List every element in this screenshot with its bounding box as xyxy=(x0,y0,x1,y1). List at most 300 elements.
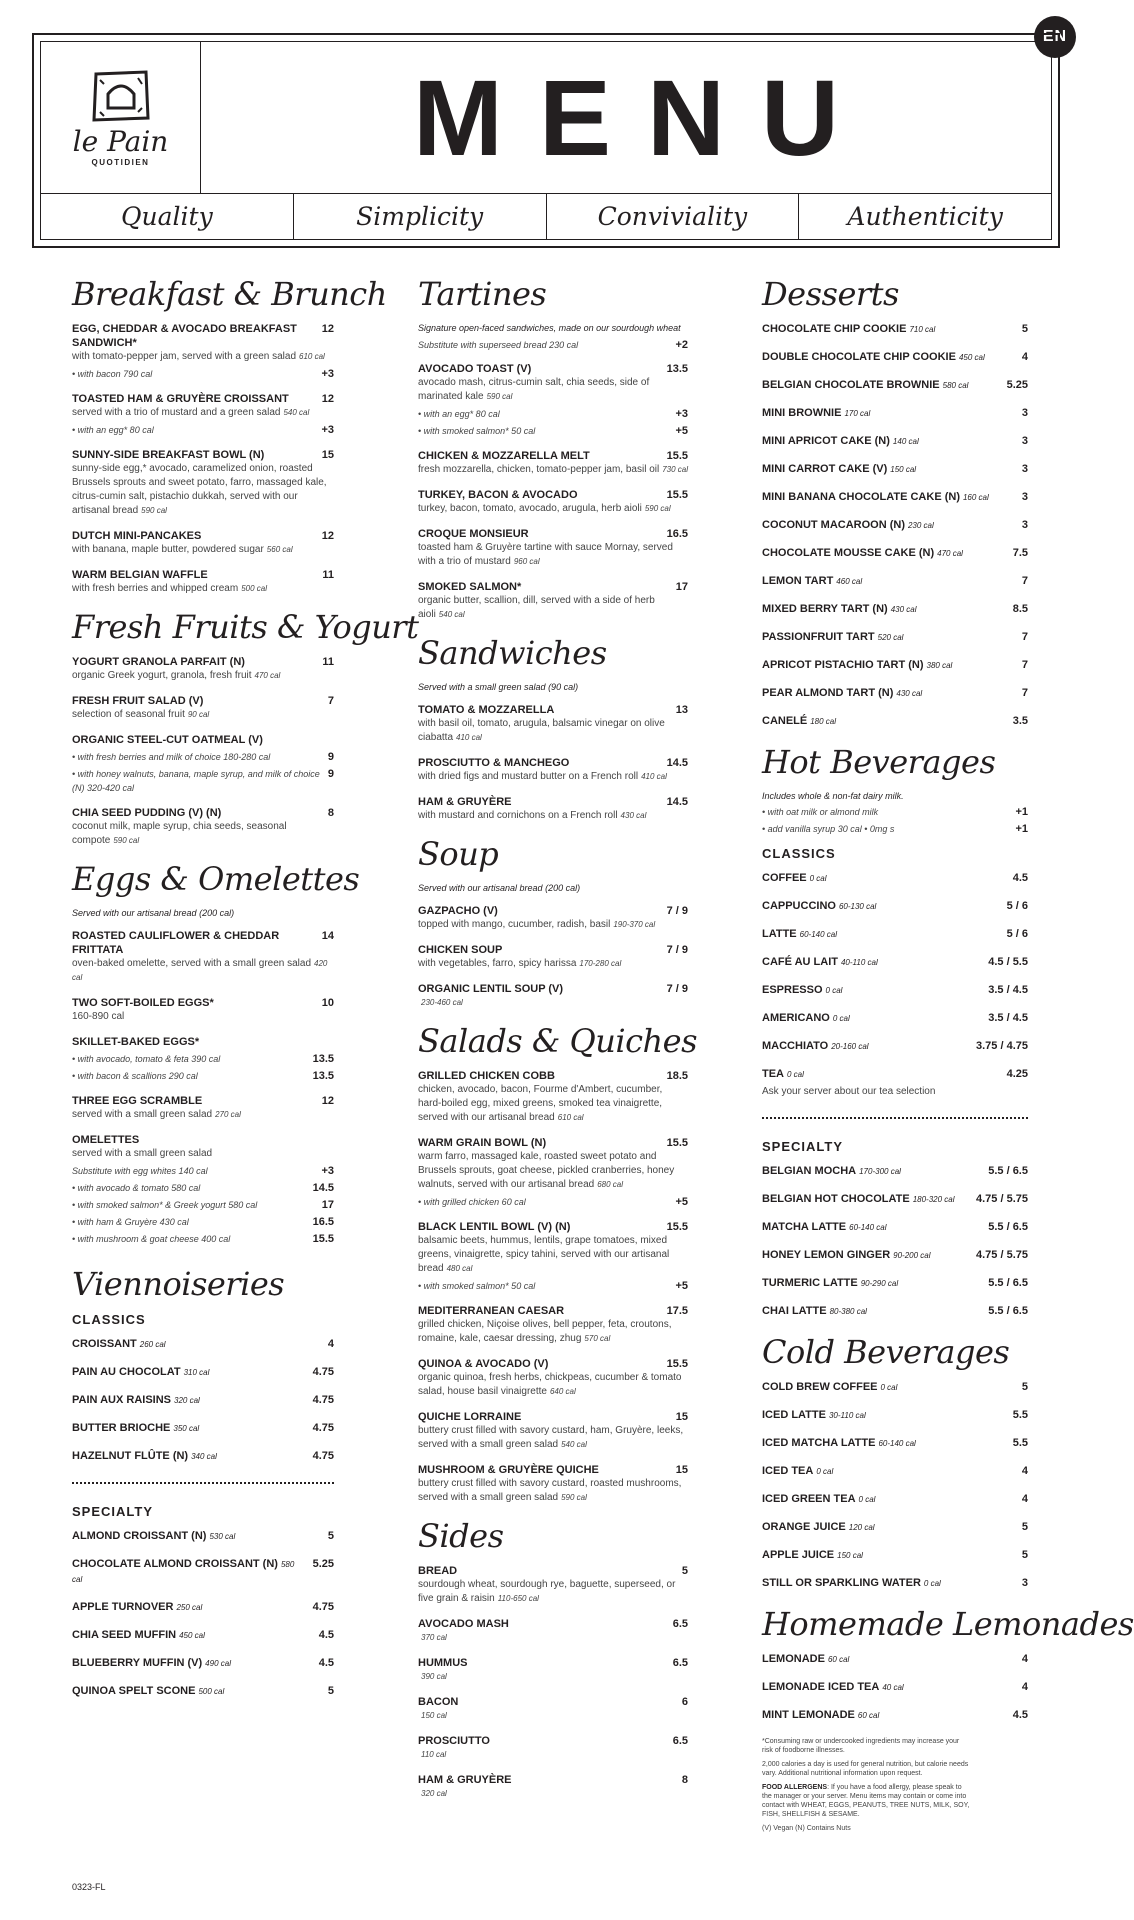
item-name-wrap xyxy=(762,490,989,505)
item-name: SKILLET-BAKED EGGS* xyxy=(72,1036,200,1048)
menu-item xyxy=(72,1094,334,1122)
item-price: 15.5 xyxy=(666,489,688,501)
item-price: 6.5 xyxy=(672,1735,688,1747)
menu-item xyxy=(72,1656,334,1671)
item-calories: 40 cal xyxy=(882,1683,904,1692)
item-calories: 60 cal xyxy=(827,1655,850,1664)
item-calories: 370 cal xyxy=(421,1633,447,1642)
item-price: 15 xyxy=(675,1464,688,1476)
item-description-wrap xyxy=(418,1631,688,1645)
option-label: • add vanilla syrup 30 cal • 0mg s xyxy=(762,824,895,834)
item-name-wrap xyxy=(72,996,214,1010)
item-price: 12 xyxy=(321,393,334,405)
item-name-wrap xyxy=(762,1304,867,1319)
item-row xyxy=(72,1393,334,1408)
item-row xyxy=(72,694,334,708)
option-row xyxy=(72,367,334,381)
item-name: PEAR ALMOND TART (N) xyxy=(762,687,894,699)
item-name: PASSIONFRUIT TART xyxy=(762,631,875,643)
item-name: MEDITERRANEAN CAESAR xyxy=(418,1305,565,1317)
item-description: grilled chicken, Niçoise olives, bell pepper, feta, croutons, romaine, kale, caesar dressing, zhug xyxy=(418,1319,672,1344)
item-calories: 250 cal xyxy=(176,1603,203,1612)
option-label: • with mushroom & goat cheese 400 cal xyxy=(72,1234,231,1244)
item-row xyxy=(418,1069,688,1083)
item-name: HAM & GRUYÈRE xyxy=(418,1774,512,1786)
item-calories: 610 cal xyxy=(557,1113,584,1122)
item-calories: 500 cal xyxy=(198,1687,225,1696)
item-name: APPLE JUICE xyxy=(762,1549,835,1561)
item-row xyxy=(72,733,334,747)
item-price: 12 xyxy=(321,323,334,335)
item-calories: 110-650 cal xyxy=(497,1594,539,1603)
item-price: 14 xyxy=(321,930,334,942)
item-price: 5 / 6 xyxy=(1006,928,1028,940)
section-title-cold-beverages: Cold Beverages xyxy=(762,1333,1010,1371)
item-price: 14.5 xyxy=(666,796,688,808)
item-name: MATCHA LATTE xyxy=(762,1221,847,1233)
item-calories: 0 cal xyxy=(787,1070,804,1079)
menu-item xyxy=(762,1304,1028,1319)
option-price: 16.5 xyxy=(312,1216,334,1228)
menu-item xyxy=(762,406,1028,421)
item-calories: 0 cal xyxy=(816,1467,834,1476)
item-calories: 450 cal xyxy=(179,1631,205,1640)
item-name: CHICKEN SOUP xyxy=(418,944,503,956)
tea-note: Ask your server about our tea selection xyxy=(762,1086,936,1097)
item-row xyxy=(762,1436,1028,1451)
logo-subtitle: QUOTIDIEN xyxy=(91,158,150,167)
item-name-wrap xyxy=(762,686,922,701)
item-description: fresh mozzarella, chicken, tomato-pepper jam, basil oil xyxy=(418,464,660,475)
item-price: 5 xyxy=(327,1530,334,1542)
salads-list xyxy=(418,1069,688,1505)
item-calories: 260 cal xyxy=(139,1340,166,1349)
item-row xyxy=(762,1276,1028,1291)
item-description-wrap xyxy=(418,996,688,1010)
item-description-wrap xyxy=(418,809,688,823)
item-name: THREE EGG SCRAMBLE xyxy=(72,1095,203,1107)
item-name: CROISSANT xyxy=(72,1338,137,1350)
item-calories: 60-130 cal xyxy=(838,902,877,911)
menu-item xyxy=(72,1449,334,1464)
menu-item xyxy=(72,929,334,985)
option-price: +5 xyxy=(675,1196,688,1208)
item-name: MINI CARROT CAKE (V) xyxy=(762,463,888,475)
item-price: 3 xyxy=(1021,463,1028,475)
language-badge[interactable]: EN xyxy=(1034,16,1076,58)
option-row xyxy=(72,423,334,437)
item-price: 5.25 xyxy=(1006,379,1028,391)
item-calories: 390 cal xyxy=(421,1672,447,1681)
item-name: BELGIAN CHOCOLATE BROWNIE xyxy=(762,379,940,391)
option-label: • with oat milk or almond milk xyxy=(762,807,879,817)
item-row xyxy=(418,756,688,770)
item-description: selection of seasonal fruit xyxy=(72,709,185,720)
item-price: 7 / 9 xyxy=(666,944,688,956)
menu-item xyxy=(72,322,334,381)
item-name-wrap xyxy=(762,1039,869,1054)
item-description: coconut milk, maple syrup, chia seeds, seasonal compote xyxy=(72,821,287,846)
item-row xyxy=(418,1734,688,1748)
item-name: COLD BREW COFFEE xyxy=(762,1381,878,1393)
item-row xyxy=(418,362,688,376)
item-row xyxy=(418,1136,688,1150)
section-title-salads: Salads & Quiches xyxy=(418,1022,698,1060)
item-name: CAPPUCCINO xyxy=(762,900,836,912)
option-label: Substitute with egg whites 140 cal xyxy=(72,1166,208,1176)
item-name: OMELETTES xyxy=(72,1134,140,1146)
option-price: 15.5 xyxy=(312,1233,334,1245)
item-name-wrap xyxy=(762,927,837,942)
item-name: PROSCIUTTO xyxy=(418,1735,490,1747)
item-description-wrap xyxy=(418,376,688,404)
menu-item xyxy=(418,449,688,477)
item-row xyxy=(418,904,688,918)
item-row xyxy=(762,1039,1028,1054)
menu-item xyxy=(762,1067,1028,1082)
item-name: PAIN AUX RAISINS xyxy=(72,1394,172,1406)
menu-item xyxy=(72,655,334,683)
menu-item xyxy=(762,927,1028,942)
option-label: • with honey walnuts, banana, maple syrup, and milk of choice (N) 320-420 cal xyxy=(72,769,320,793)
item-description-wrap xyxy=(418,1318,688,1346)
item-calories: 410 cal xyxy=(641,772,667,781)
menu-item xyxy=(762,1520,1028,1535)
section-title-viennoiseries: Viennoiseries xyxy=(72,1265,285,1303)
menu-item xyxy=(418,982,688,1010)
option-label: • with smoked salmon* & Greek yogurt 580 cal xyxy=(72,1200,258,1210)
section-title-tartines: Tartines xyxy=(418,275,547,313)
option-price: +1 xyxy=(1015,823,1028,835)
item-price: 5 xyxy=(1021,1549,1028,1561)
menu-item xyxy=(418,1463,688,1505)
menu-item xyxy=(762,1464,1028,1479)
item-calories: 460 cal xyxy=(836,577,863,586)
item-name: CHIA SEED MUFFIN xyxy=(72,1629,177,1641)
menu-item xyxy=(418,1564,688,1606)
option-row xyxy=(72,767,334,795)
column-middle xyxy=(418,270,698,1812)
eggs-list xyxy=(72,929,334,1246)
item-name-wrap xyxy=(72,1684,224,1699)
item-calories: 350 cal xyxy=(173,1424,200,1433)
item-price: 15 xyxy=(675,1411,688,1423)
menu-item xyxy=(72,1393,334,1408)
option-label: • with bacon & scallions 290 cal xyxy=(72,1071,198,1081)
item-name: CAFÉ AU LAIT xyxy=(762,956,838,968)
item-row xyxy=(762,955,1028,970)
item-description-wrap xyxy=(418,1787,688,1801)
menu-item xyxy=(418,1136,688,1209)
item-name: TURMERIC LATTE xyxy=(762,1277,858,1289)
item-price: 11 xyxy=(322,569,334,581)
item-name-wrap xyxy=(72,1365,209,1380)
item-row xyxy=(418,1617,688,1631)
menu-item xyxy=(762,1576,1028,1591)
menu-item xyxy=(762,1652,1028,1667)
item-name-wrap xyxy=(418,1304,564,1318)
item-name-wrap xyxy=(762,1220,886,1235)
option-row xyxy=(72,1215,334,1229)
item-price: 4 xyxy=(1021,1493,1028,1505)
tartine-substitute xyxy=(418,338,688,352)
item-calories: 480 cal xyxy=(446,1264,473,1273)
option-row xyxy=(418,1195,688,1209)
allergens-text: : If you have a food allergy, please speak to the manager or your server. Menu items may contain or come into contact with WHEAT, EGGS, PEANUTS, TREE NUTS, MILK, SOY, FISH, SHELLFISH & SESAME. xyxy=(762,1784,970,1818)
item-description-wrap xyxy=(418,541,688,569)
subhead-specialty: SPECIALTY xyxy=(72,1504,153,1519)
item-name-wrap xyxy=(762,1652,849,1667)
item-price: 4.75 xyxy=(312,1601,334,1613)
menu-header-inner xyxy=(40,41,1052,240)
item-description-wrap xyxy=(418,1748,688,1762)
item-name-wrap xyxy=(418,1734,490,1748)
item-name: TURKEY, BACON & AVOCADO xyxy=(418,489,578,501)
item-row xyxy=(762,1164,1028,1179)
menu-item xyxy=(418,904,688,932)
menu-item xyxy=(72,1628,334,1643)
item-name-wrap xyxy=(762,546,963,561)
option-label: • with avocado & tomato 580 cal xyxy=(72,1183,201,1193)
item-calories: 340 cal xyxy=(191,1452,217,1461)
item-calories: 540 cal xyxy=(438,610,465,619)
menu-item xyxy=(762,714,1028,729)
section-title-sides: Sides xyxy=(418,1517,504,1555)
item-name: ORGANIC LENTIL SOUP (V) xyxy=(418,983,564,995)
item-name: PROSCIUTTO & MANCHEGO xyxy=(418,757,570,769)
item-name-wrap xyxy=(762,1492,875,1507)
menu-item xyxy=(418,1695,688,1723)
item-row xyxy=(762,899,1028,914)
value-quality: Quality xyxy=(41,194,294,239)
item-name-wrap xyxy=(418,362,531,376)
menu-item xyxy=(762,1436,1028,1451)
item-row xyxy=(72,448,334,462)
menu-item xyxy=(72,1600,334,1615)
item-row xyxy=(762,406,1028,421)
item-row xyxy=(418,943,688,957)
item-name: APRICOT PISTACHIO TART (N) xyxy=(762,659,924,671)
item-description-wrap xyxy=(418,918,688,932)
menu-item xyxy=(762,1220,1028,1235)
menu-item xyxy=(72,1337,334,1352)
menu-item xyxy=(762,1011,1028,1026)
section-title-sandwiches: Sandwiches xyxy=(418,634,607,672)
menu-item xyxy=(762,378,1028,393)
menu-item xyxy=(762,658,1028,673)
option-row xyxy=(418,424,688,438)
menu-item xyxy=(762,1408,1028,1423)
item-price: 7 xyxy=(1021,659,1028,671)
item-description: with tomato-pepper jam, served with a green salad xyxy=(72,351,297,362)
item-description: organic butter, scallion, dill, served with a side of herb aioli xyxy=(418,595,655,620)
item-row xyxy=(762,1067,1028,1082)
menu-item xyxy=(762,1192,1028,1207)
item-row xyxy=(418,1773,688,1787)
item-name: CHICKEN & MOZZARELLA MELT xyxy=(418,450,590,462)
hot-options xyxy=(762,805,1028,836)
value-conviviality: Conviviality xyxy=(547,194,800,239)
item-calories: 80-380 cal xyxy=(829,1307,867,1316)
item-price: 7 xyxy=(1021,575,1028,587)
sandwiches-list xyxy=(418,703,688,823)
item-name: EGG, CHEDDAR & AVOCADO BREAKFAST SANDWICH* xyxy=(72,323,297,349)
item-calories: 470 cal xyxy=(254,671,281,680)
item-description-wrap xyxy=(72,669,334,683)
item-calories: 0 cal xyxy=(858,1495,876,1504)
item-calories: 640 cal xyxy=(549,1387,576,1396)
menu-item xyxy=(762,1039,1028,1054)
item-row xyxy=(72,1337,334,1352)
item-name: BELGIAN MOCHA xyxy=(762,1165,857,1177)
item-name: WARM GRAIN BOWL (N) xyxy=(418,1137,547,1149)
item-row xyxy=(762,1652,1028,1667)
item-calories: 420 cal xyxy=(72,959,328,982)
item-row xyxy=(72,392,334,406)
item-price: 5.5 / 6.5 xyxy=(988,1277,1028,1289)
menu-item xyxy=(762,630,1028,645)
item-row xyxy=(762,871,1028,886)
item-price: 7 / 9 xyxy=(666,905,688,917)
menu-item xyxy=(762,686,1028,701)
menu-item xyxy=(762,955,1028,970)
item-name-wrap xyxy=(72,568,208,582)
item-name-wrap xyxy=(72,694,203,708)
item-row xyxy=(72,1094,334,1108)
item-calories: 170-280 cal xyxy=(579,959,622,968)
item-name-wrap xyxy=(762,871,827,886)
item-name-wrap xyxy=(72,1421,199,1436)
item-calories: 140 cal xyxy=(892,437,919,446)
item-row xyxy=(418,580,688,594)
allergens-label: FOOD ALLERGENS xyxy=(762,1784,828,1791)
item-row xyxy=(762,983,1028,998)
item-row xyxy=(72,1529,334,1544)
item-price: 13.5 xyxy=(666,363,688,375)
item-name-wrap xyxy=(418,1656,468,1670)
item-name: MUSHROOM & GRUYÈRE QUICHE xyxy=(418,1464,599,1476)
item-name-wrap xyxy=(418,795,512,809)
item-description-wrap xyxy=(418,1424,688,1452)
section-title-desserts: Desserts xyxy=(762,275,899,313)
item-description: sunny-side egg,* avocado, caramelized onion, roasted Brussels sprouts and sweet potato, farro, massaged kale, citrus-cumin salt, pistachio dukkah, served with our artisanal bread xyxy=(72,463,327,516)
item-price: 7.5 xyxy=(1012,547,1028,559)
item-name: TOASTED HAM & GRUYÈRE CROISSANT xyxy=(72,393,289,405)
item-row xyxy=(418,703,688,717)
item-name-wrap xyxy=(762,899,876,914)
item-description: organic quinoa, fresh herbs, chickpeas, cucumber & tomato salad, house basil vinaigrette xyxy=(418,1372,682,1397)
item-name-wrap xyxy=(762,1708,879,1723)
item-price: 4.5 xyxy=(1012,1709,1028,1721)
item-calories: 380 cal xyxy=(926,661,953,670)
item-price: 7 xyxy=(327,695,334,707)
item-description: with fresh berries and whipped cream xyxy=(72,583,239,594)
menu-item xyxy=(72,1035,334,1083)
option-row xyxy=(418,1279,688,1293)
item-row xyxy=(762,1248,1028,1263)
item-name-wrap xyxy=(418,943,502,957)
option-label: • with smoked salmon* 50 cal xyxy=(418,426,536,436)
section-title-fruits: Fresh Fruits & Yogurt xyxy=(72,608,419,646)
item-name: ORANGE JUICE xyxy=(762,1521,846,1533)
item-name-wrap xyxy=(72,1337,166,1352)
item-price: 3 xyxy=(1021,407,1028,419)
footnote-legend: (V) Vegan (N) Contains Nuts xyxy=(762,1825,851,1832)
item-calories: 120 cal xyxy=(848,1523,875,1532)
item-row xyxy=(762,1520,1028,1535)
item-price: 12 xyxy=(321,530,334,542)
item-description-wrap xyxy=(418,1083,688,1125)
item-price: 4 xyxy=(1021,1465,1028,1477)
sides-list xyxy=(418,1564,688,1801)
option-label: • with smoked salmon* 50 cal xyxy=(418,1281,536,1291)
item-calories: 410 cal xyxy=(456,733,482,742)
item-row xyxy=(72,1449,334,1464)
item-calories: 190-370 cal xyxy=(613,920,656,929)
item-price: 15 xyxy=(321,449,334,461)
column-right xyxy=(762,270,1134,1838)
item-name: BLACK LENTIL BOWL (V) (N) xyxy=(418,1221,571,1233)
item-name-wrap xyxy=(72,655,245,669)
item-description: organic Greek yogurt, granola, fresh fruit xyxy=(72,670,252,681)
item-name-wrap xyxy=(72,392,289,406)
item-calories: 90 cal xyxy=(187,710,210,719)
item-name: CHOCOLATE CHIP COOKIE xyxy=(762,323,907,335)
item-row xyxy=(762,1464,1028,1479)
item-name-wrap xyxy=(72,1600,202,1615)
item-name: CHOCOLATE ALMOND CROISSANT (N) xyxy=(72,1558,278,1570)
item-name-wrap xyxy=(762,1276,898,1291)
item-name-wrap xyxy=(72,448,264,462)
item-calories: 0 cal xyxy=(880,1383,898,1392)
item-price: 4 xyxy=(1021,1681,1028,1693)
option-price: 14.5 xyxy=(312,1182,334,1194)
item-description-wrap xyxy=(72,1108,334,1122)
item-name-wrap xyxy=(72,529,201,543)
option-row xyxy=(762,822,1028,836)
item-description: served with a trio of mustard and a green salad xyxy=(72,407,281,418)
option-row xyxy=(72,750,334,764)
item-price: 5 xyxy=(1021,323,1028,335)
item-calories: 270 cal xyxy=(215,1110,241,1119)
item-name-wrap xyxy=(418,703,554,717)
option-price: 13.5 xyxy=(312,1070,334,1082)
option-price: 9 xyxy=(327,751,334,763)
item-description-wrap xyxy=(72,708,334,722)
menu-item xyxy=(418,1410,688,1452)
item-calories: 590 cal xyxy=(141,506,167,515)
menu-item xyxy=(418,1734,688,1762)
menu-item xyxy=(762,518,1028,533)
item-price: 4.75 xyxy=(312,1366,334,1378)
item-row xyxy=(418,527,688,541)
item-name-wrap xyxy=(72,1393,200,1408)
option-row xyxy=(762,805,1028,819)
hot-classics-list xyxy=(762,871,1028,1082)
item-price: 7 xyxy=(1021,631,1028,643)
item-row xyxy=(762,686,1028,701)
item-name: QUINOA & AVOCADO (V) xyxy=(418,1358,549,1370)
item-calories: 150 cal xyxy=(890,465,917,474)
option-price: +1 xyxy=(1015,806,1028,818)
option-label: • with an egg* 80 cal xyxy=(72,425,154,435)
menu-item xyxy=(762,871,1028,886)
item-name-wrap xyxy=(72,1529,235,1544)
item-description: with vegetables, farro, spicy harissa xyxy=(418,958,577,969)
item-price: 15.5 xyxy=(666,1221,688,1233)
option-price: +3 xyxy=(675,408,688,420)
menu-item xyxy=(762,899,1028,914)
